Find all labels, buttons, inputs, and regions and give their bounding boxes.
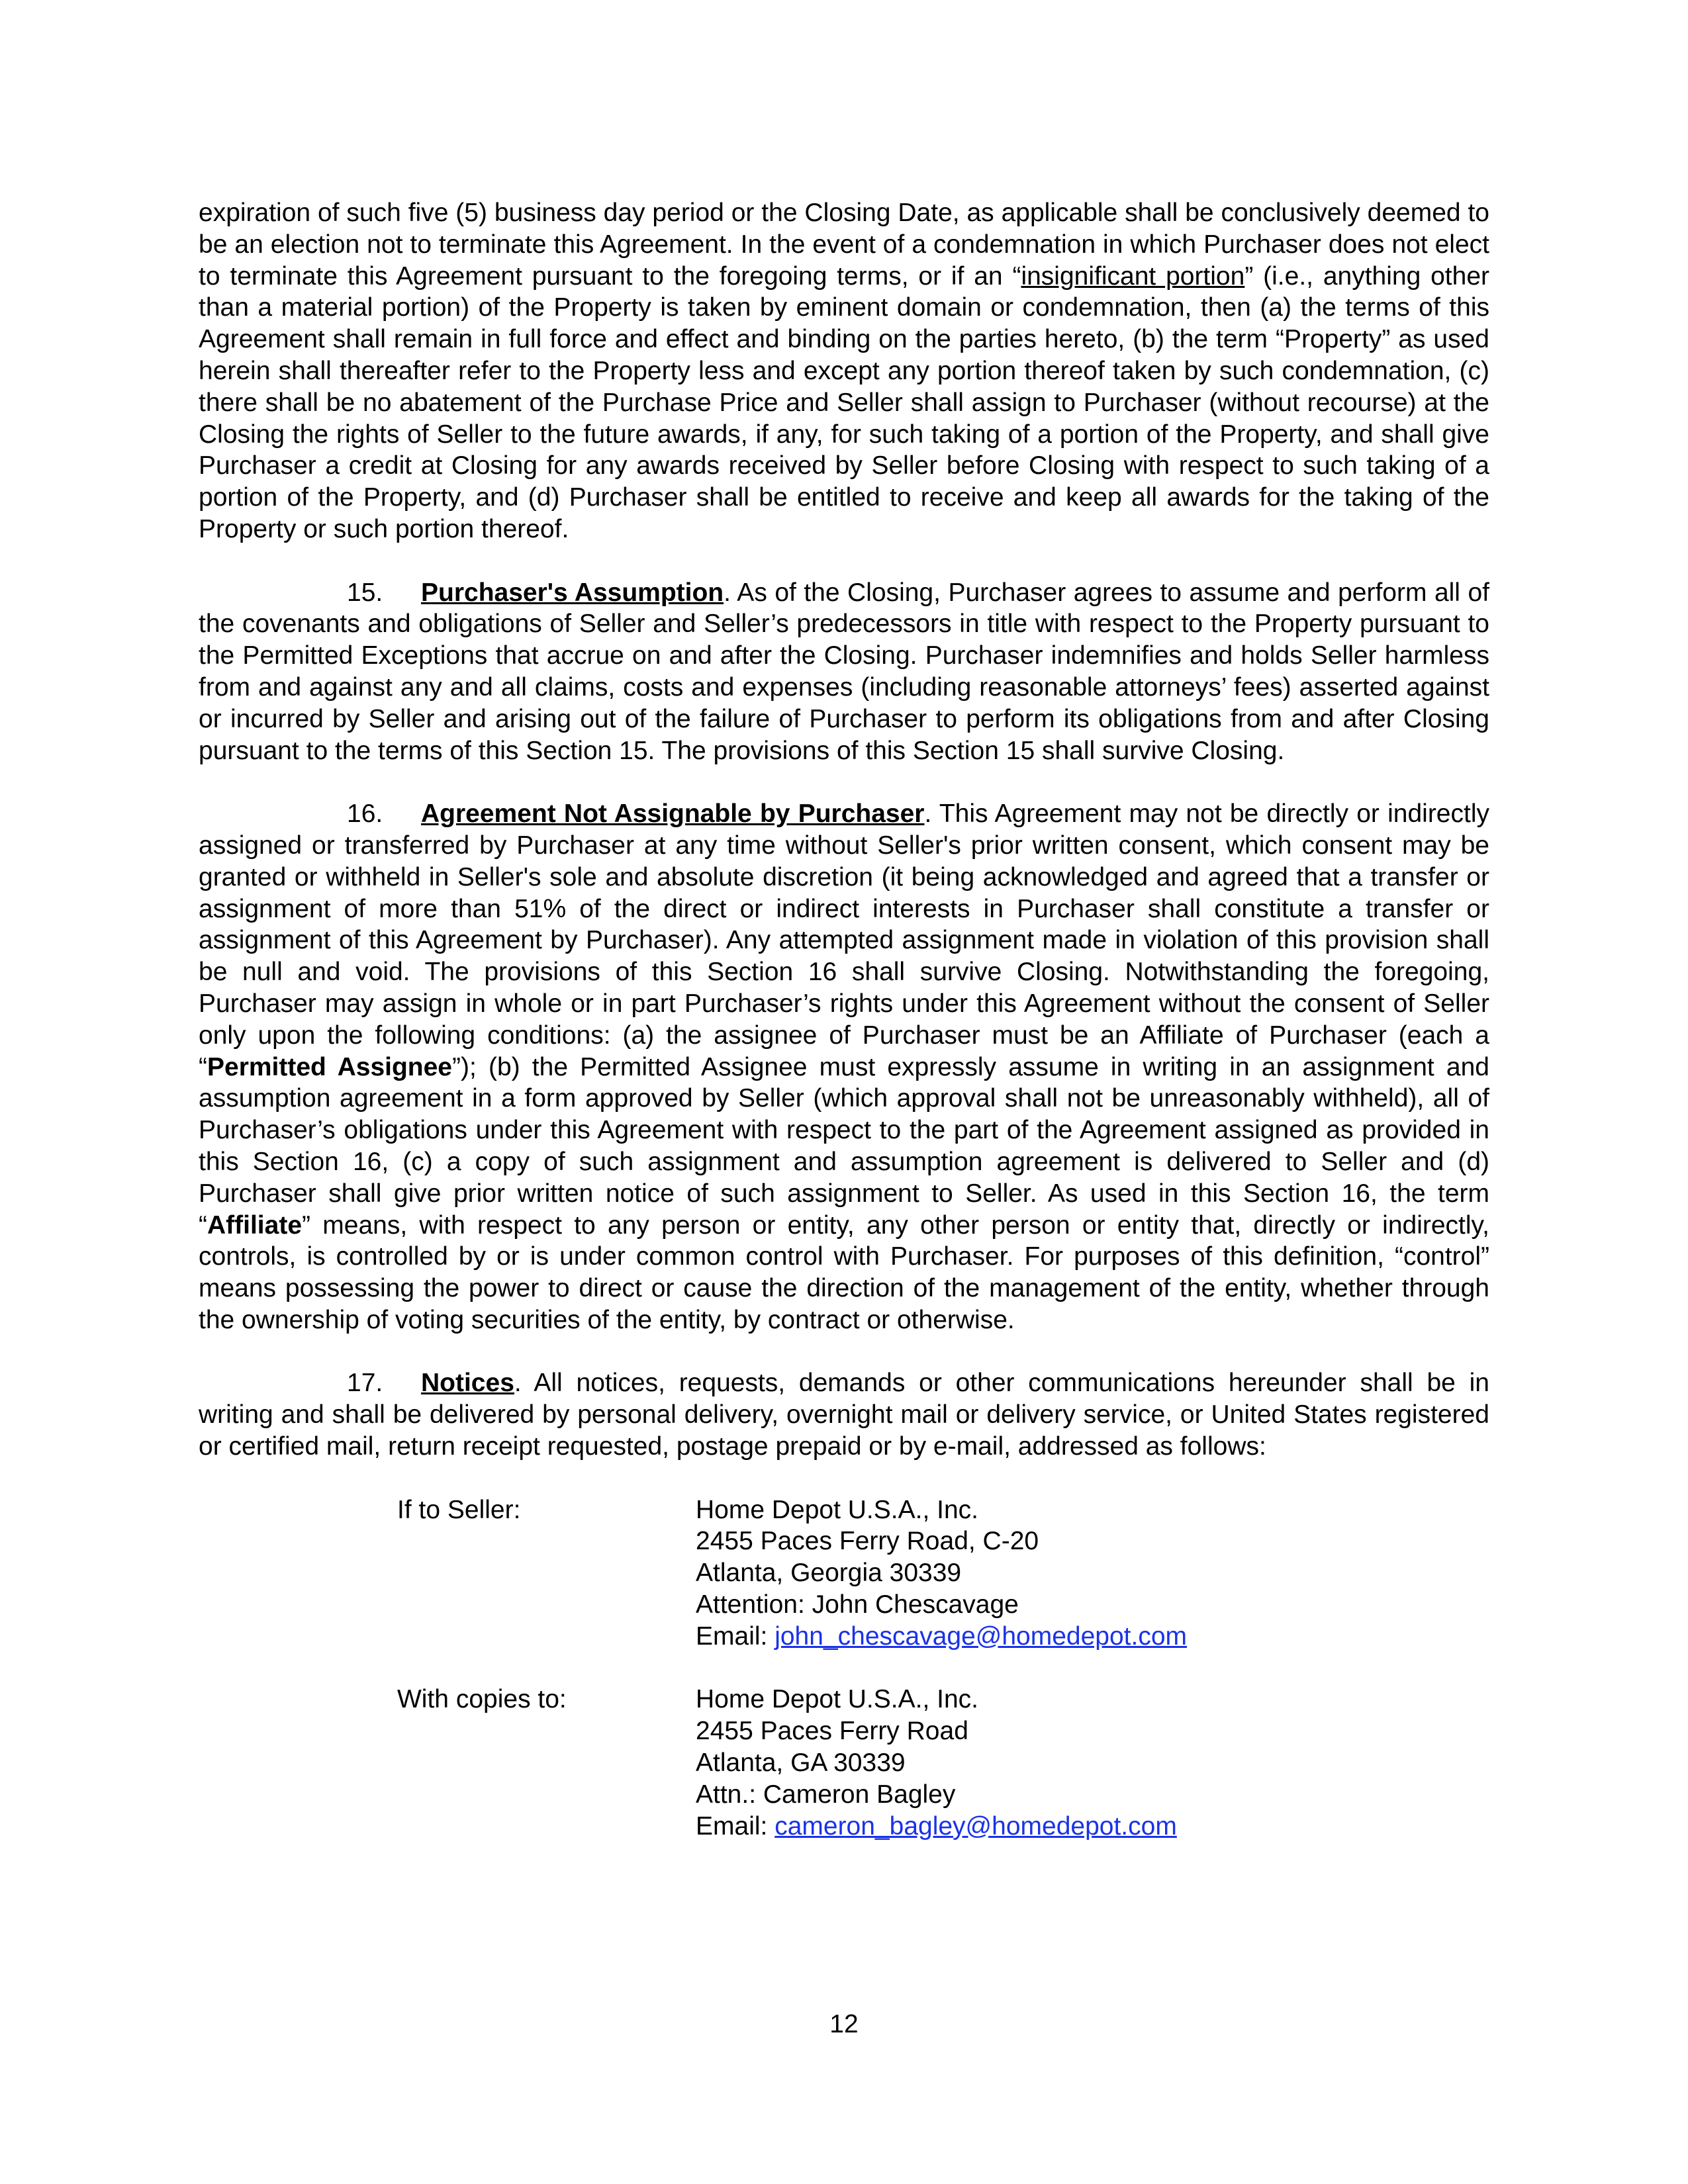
paragraph-spacer <box>199 766 1489 798</box>
defined-term-bold: Permitted Assignee <box>207 1052 452 1081</box>
address-line: 2455 Paces Ferry Road, C-20 <box>696 1527 1039 1556</box>
section-17 <box>199 1367 1489 1462</box>
paragraph-spacer <box>199 545 1489 577</box>
paragraph-text: expiration of such five (5) business day period or the Closing Date, as applicable shall be conclusively deemed to be an election not to terminate this Agreement. In the event of a condemnation in which Purchaser does not elect to terminate this Agreement pursuant to the foregoing terms, or if an “ <box>199 199 1489 291</box>
paragraph-text: ” (i.e., anything other than a material portion) of the Property is taken by eminent domain or condemnation, then (a) the terms of this Agreement shall remain in full force and effect and binding on the parties hereto, (b) the term “Property” as used herein shall thereafter refer to the Property less and except any portion thereof taken by such condemnation, (c) there shall be no abatement of the Purchase Price and Seller shall assign to Purchaser (without recourse) at the Closing the rights of Seller to the future awards, if any, for such taking of a portion of the Property, and shall give Purchaser a credit at Closing for any awards received by Seller before Closing with respect to such taking of a portion of the Property, and (d) Purchaser shall be entitled to receive and keep all awards for the taking of the Property or such portion thereof. <box>199 261 1490 543</box>
address-line: Atlanta, GA 30339 <box>696 1749 906 1778</box>
defined-term-underlined: insignificant portion <box>1021 261 1245 291</box>
section-heading: Notices <box>421 1369 514 1398</box>
address-block-seller <box>397 1494 1489 1653</box>
address-line: Home Depot U.S.A., Inc. <box>696 1495 979 1524</box>
address-label: If to Seller: <box>397 1495 521 1524</box>
section-15 <box>199 577 1489 767</box>
document-page <box>199 197 1489 1842</box>
email-line <box>696 1621 1187 1653</box>
address-label: With copies to: <box>397 1685 567 1714</box>
email-prefix: Email: <box>696 1811 775 1841</box>
address-line: 2455 Paces Ferry Road <box>696 1717 968 1746</box>
address-block-copies <box>397 1684 1489 1842</box>
section-16 <box>199 798 1489 1336</box>
section-body: ” means, with respect to any person or entity, any other person or entity that, directly or indirectly, controls, is controlled by or is under common control with Purchaser. For purposes of this definition, “control” means possessing the power to direct or cause the direction of the management of the entity, whether through the ownership of voting securities of the entity, by contract or otherwise. <box>199 1210 1489 1334</box>
paragraph-spacer <box>199 1463 1489 1494</box>
address-line: Attention: John Chescavage <box>696 1590 1019 1619</box>
section-heading: Purchaser's Assumption <box>421 578 724 607</box>
section-body: . All notices, requests, demands or other communications hereunder shall be in writing and shall be delivered by personal delivery, overnight mail or delivery service, or United States registered or certified mail, return receipt requested, postage prepaid or by e-mail, addressed as follows: <box>199 1369 1489 1461</box>
section-body: ”); (b) the Permitted Assignee must expressly assume in writing in an assignment and assumption agreement in a form approved by Seller (which approval shall not be unreasonably withheld), all of Purchaser’s obligations under this Agreement with respect to the part of the Agreement assigned as provided in this Section 16, (c) a copy of such assignment and assumption agreement is delivered to Seller and (d) Purchaser shall give prior written notice of such assignment to Seller. As used in this Section 16, the term “ <box>199 1052 1489 1240</box>
section-heading: Agreement Not Assignable by Purchaser <box>421 799 925 829</box>
paragraph-spacer <box>199 1336 1489 1368</box>
email-prefix: Email: <box>696 1621 775 1651</box>
address-lines <box>696 1684 1177 1842</box>
email-link[interactable]: cameron_bagley@homedepot.com <box>774 1811 1177 1841</box>
section-body: . This Agreement may not be directly or indirectly assigned or transferred by Purchaser at any time without Seller's prior written consent, which consent may be granted or withheld in Seller's sole and absolute discretion (it being acknowledged and agreed that a transfer or assignment of more than 51% of the direct or indirect interests in Purchaser shall constitute a transfer or assignment of this Agreement by Purchaser). Any attempted assignment made in violation of this provision shall be null and void. The provisions of this Section 16 shall survive Closing. Notwithstanding the foregoing, Purchaser may assign in whole or in part Purchaser’s rights under this Agreement without the consent of Seller only upon the following conditions: (a) the assignee of Purchaser must be an Affiliate of Purchaser (each a “ <box>199 799 1489 1081</box>
defined-term-bold: Affiliate <box>207 1210 303 1240</box>
address-line: Home Depot U.S.A., Inc. <box>696 1685 979 1714</box>
section-number: 15. <box>347 578 383 607</box>
section-number: 17. <box>347 1369 383 1398</box>
section-number: 16. <box>347 799 383 829</box>
condemnation-paragraph <box>199 197 1489 545</box>
address-line: Atlanta, Georgia 30339 <box>696 1559 962 1588</box>
email-link[interactable]: john_chescavage@homedepot.com <box>774 1621 1188 1651</box>
notice-addresses <box>199 1494 1489 1843</box>
address-line: Attn.: Cameron Bagley <box>696 1780 956 1809</box>
email-line <box>696 1811 1177 1843</box>
page-number: 12 <box>829 2010 859 2038</box>
paragraph-spacer <box>199 1653 1489 1684</box>
address-lines <box>696 1494 1187 1653</box>
section-body: . As of the Closing, Purchaser agrees to assume and perform all of the covenants and obligations of Seller and Seller’s predecessors in title with respect to the Property pursuant to the Permitted Exceptions that accrue on and after the Closing. Purchaser indemnifies and holds Seller harmless from and against any and all claims, costs and expenses (including reasonable attorneys’ fees) asserted against or incurred by Seller and arising out of the failure of Purchaser to perform its obligations from and after Closing pursuant to the terms of this Section 15. The provisions of this Section 15 shall survive Closing. <box>199 578 1489 765</box>
